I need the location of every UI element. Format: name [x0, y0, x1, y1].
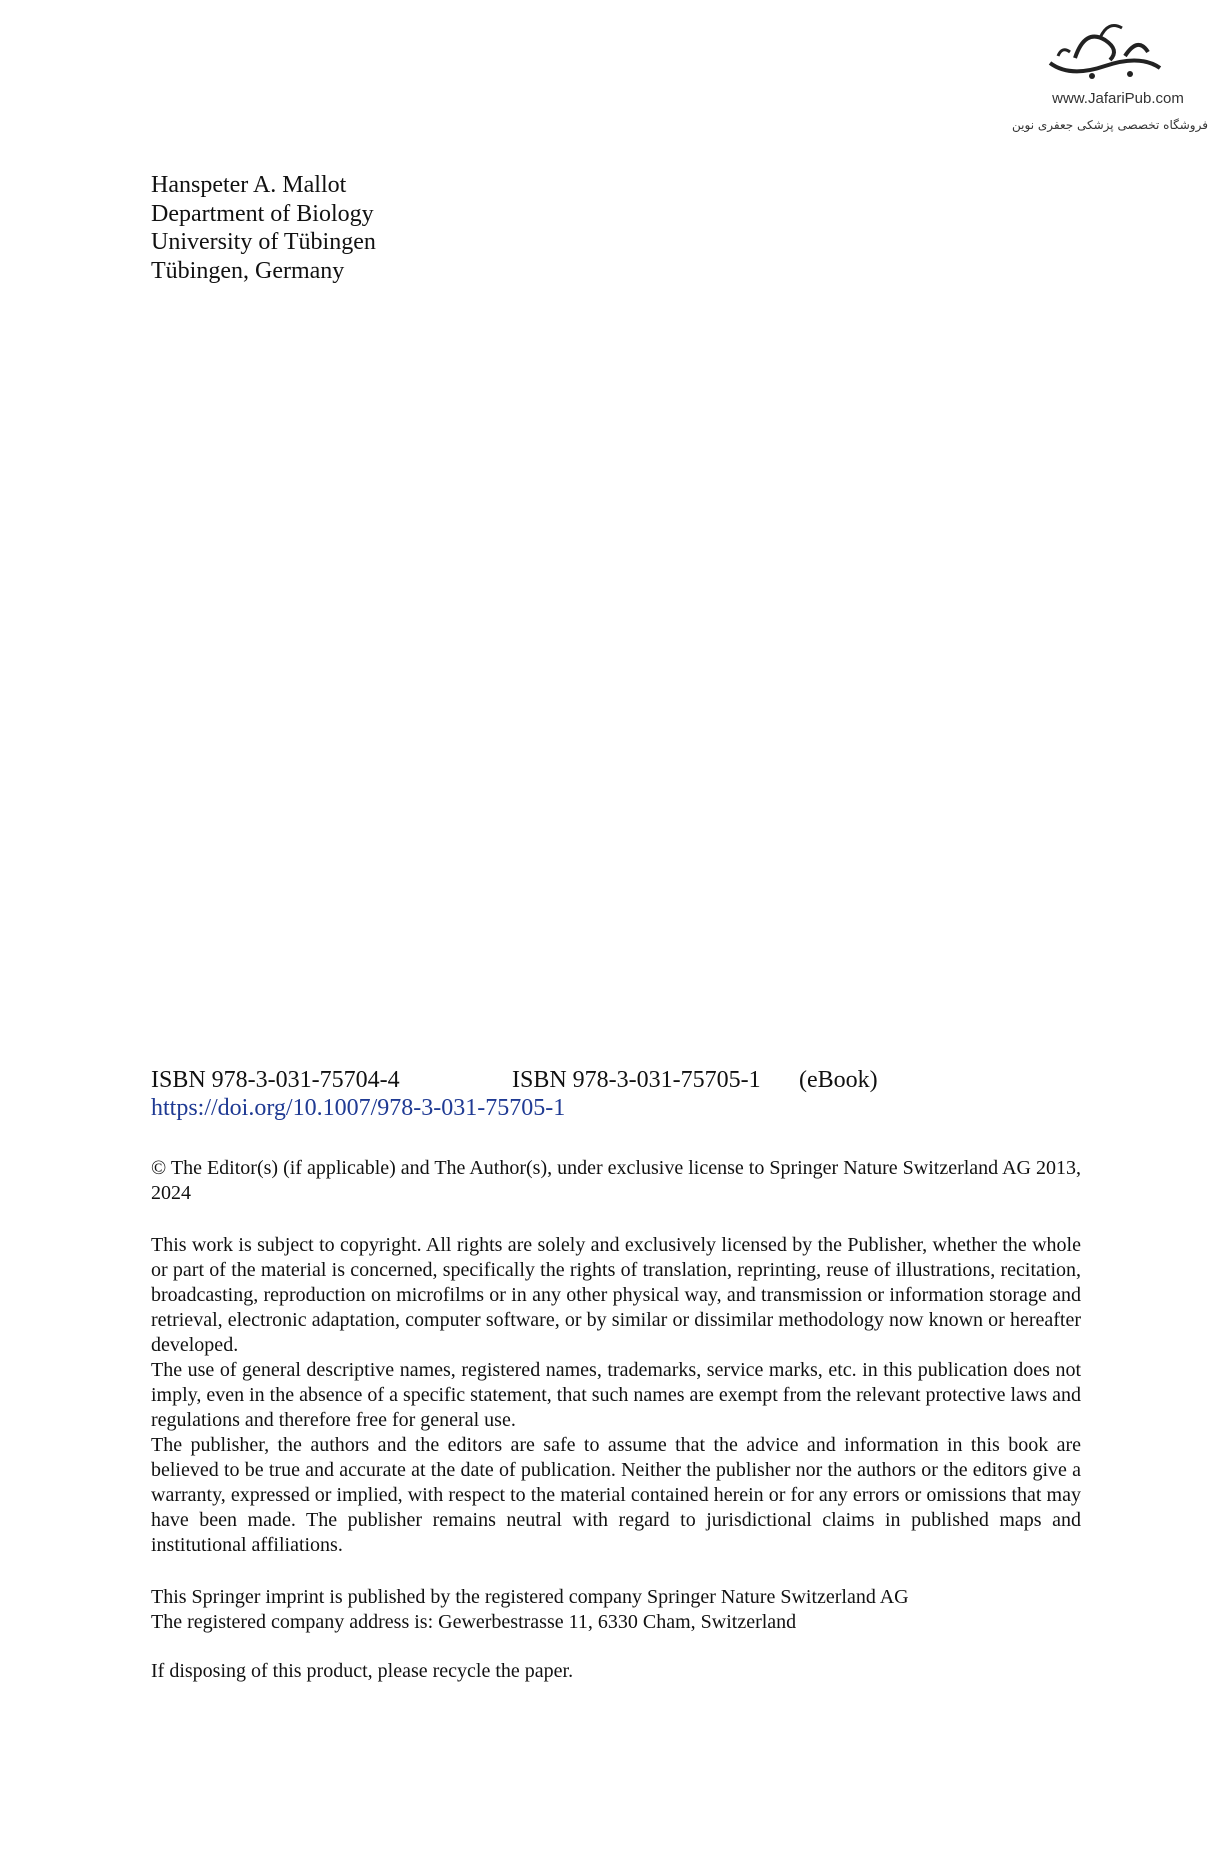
rights-paragraph-disclaimer: The publisher, the authors and the editors are safe to assume that the advice and information in this book are believed to be true and accurate at the date of publication. Neither the publisher nor the authors or the editors give a warranty, expressed or implied, with respect to the material contained herein or for any errors or omissions that may have been made. The publisher remains neutral with regard to jurisdictional claims in published maps and institutional affiliations.: [151, 1434, 1081, 1556]
imprint-line-address: The registered company address is: Gewerbestrasse 11, 6330 Cham, Switzerland: [151, 1611, 797, 1633]
rights-paragraph-copyright: This work is subject to copyright. All rights are solely and exclusively licensed by the Publisher, whether the whole or part of the material is concerned, specifically the rights of translation, reprinting, reuse of illustrations, recitation, broadcasting, reproduction on microfilms or in any other physical way, and transmission or information storage and retrieval, electronic adaptation, computer software, or by similar or dissimilar methodology now known or hereafter developed.: [151, 1234, 1081, 1356]
isbn-ebook-label: (eBook): [799, 1067, 878, 1093]
author-university: University of Tübingen: [151, 229, 376, 255]
author-location: Tübingen, Germany: [151, 257, 345, 284]
imprint-line-company: This Springer imprint is published by the registered company Springer Nature Switzerland AG: [151, 1586, 909, 1608]
logo-tagline: فروشگاه تخصصی پزشکی جعفری نوین: [1012, 118, 1208, 132]
isbn-ebook: ISBN 978-3-031-75705-1: [512, 1067, 761, 1093]
author-affiliation: [151, 171, 376, 285]
publisher-logo: [1010, 18, 1210, 138]
logo-url-text: www.JafariPub.com: [1052, 90, 1184, 107]
author-name: Hanspeter A. Mallot: [151, 172, 347, 198]
copyright-notice: [151, 1156, 1081, 1206]
recycle-text: If disposing of this product, please recycle the paper.: [151, 1660, 574, 1682]
imprint-statement: [151, 1585, 1081, 1635]
author-department: Department of Biology: [151, 200, 374, 227]
recycle-notice: [151, 1659, 1081, 1684]
rights-statement: [151, 1233, 1081, 1558]
isbn-print: ISBN 978-3-031-75704-4: [151, 1067, 400, 1093]
doi-link[interactable]: https://doi.org/10.1007/978-3-031-75705-1: [151, 1095, 566, 1121]
rights-paragraph-trademarks: The use of general descriptive names, registered names, trademarks, service marks, etc. in this publication does not imply, even in the absence of a specific statement, that such names are exempt from the relevant protective laws and regulations and therefore free for general use.: [151, 1359, 1082, 1431]
copyright-text: © The Editor(s) (if applicable) and The Author(s), under exclusive license to Springer Nature Switzerland AG 2013, 2024: [151, 1157, 1081, 1204]
jafaripub-logo-icon: [1030, 18, 1180, 88]
